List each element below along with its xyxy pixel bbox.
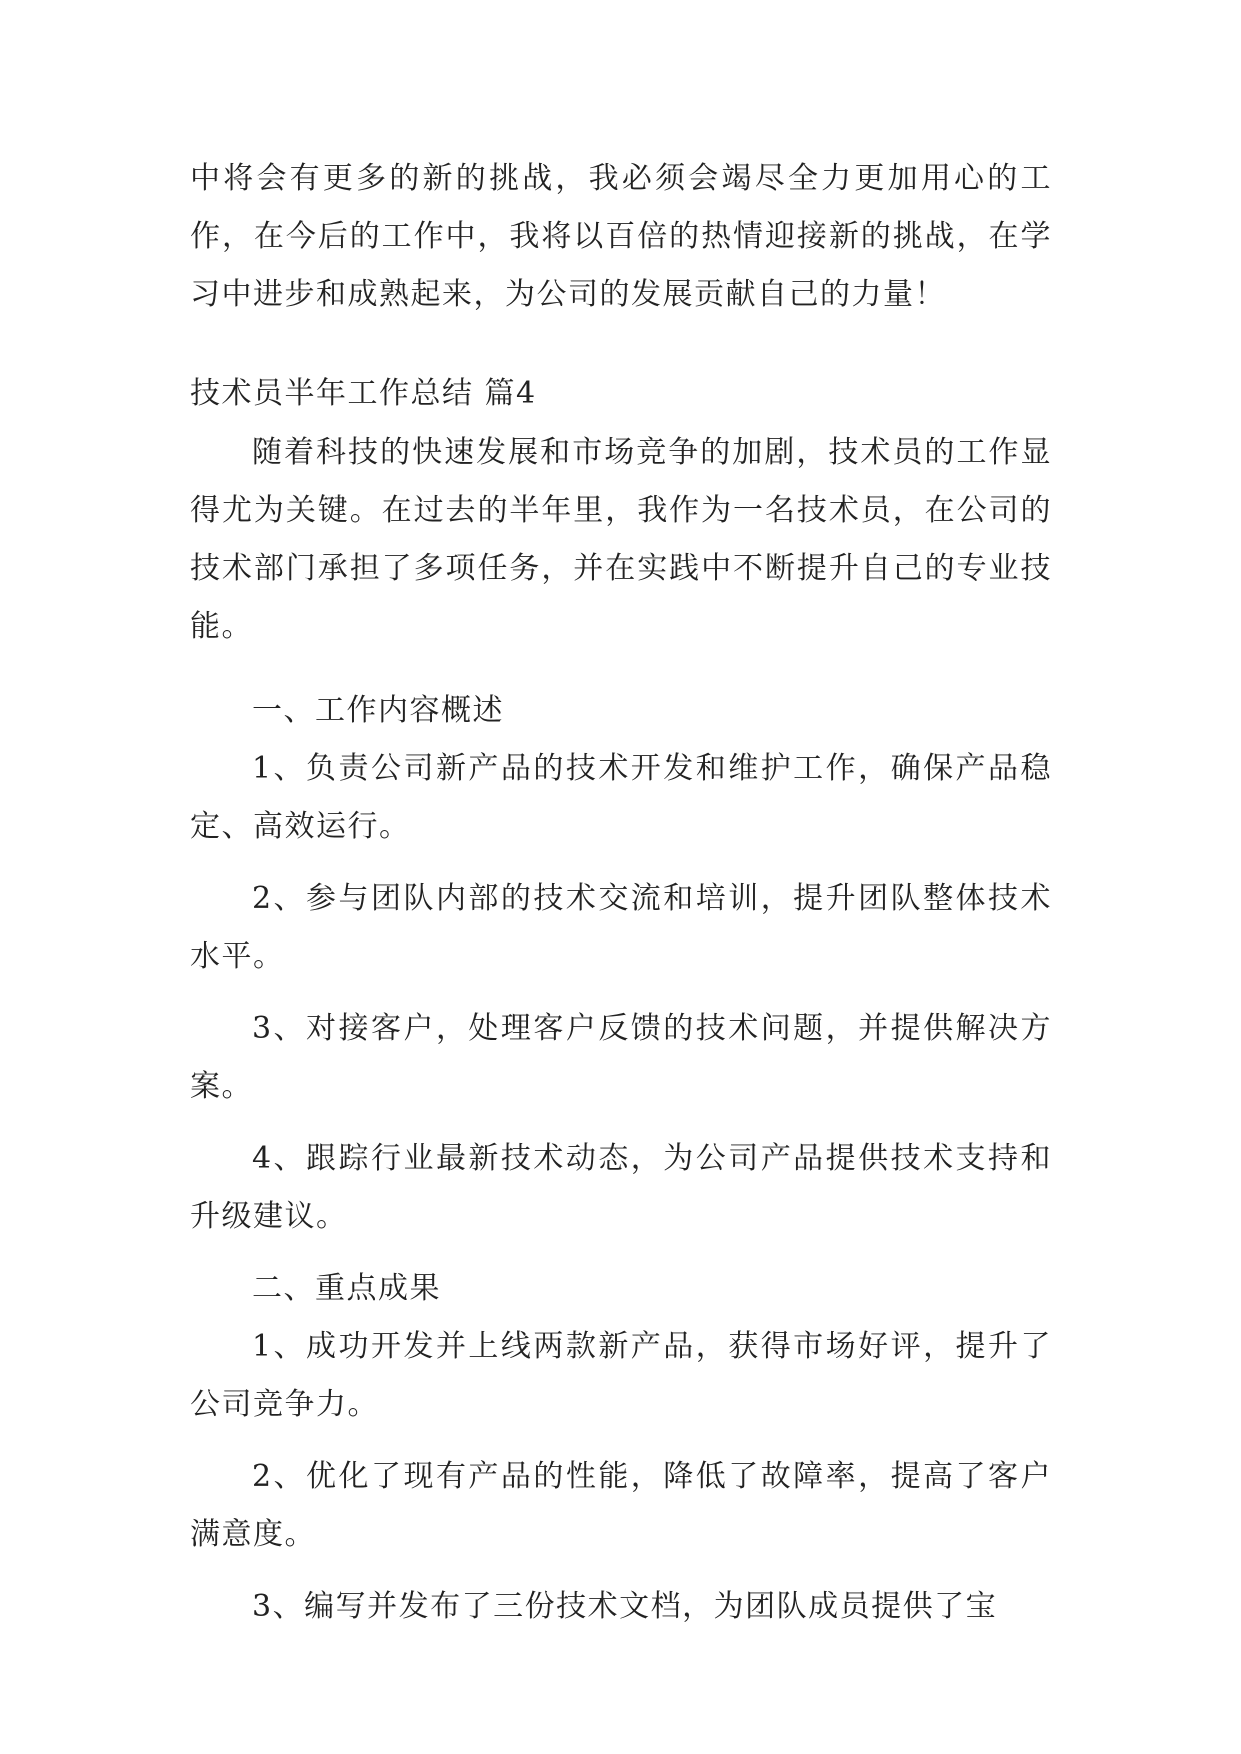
section-heading: 技术员半年工作总结 篇4	[190, 376, 537, 411]
section2-item-2: 2、优化了现有产品的性能，降低了故障率，提高了客户满意度。	[190, 1459, 1052, 1552]
section1-item-3: 3、对接客户，处理客户反馈的技术问题，并提供解决方案。	[190, 1011, 1052, 1104]
section1-item-4: 4、跟踪行业最新技术动态，为公司产品提供技术支持和升级建议。	[190, 1141, 1052, 1234]
section1-item-2: 2、参与团队内部的技术交流和培训，提升团队整体技术水平。	[190, 881, 1052, 974]
section2-item-1: 1、成功开发并上线两款新产品，获得市场好评，提升了公司竞争力。	[190, 1329, 1052, 1422]
opening-paragraph: 随着科技的快速发展和市场竞争的加剧，技术员的工作显得尤为关键。在过去的半年里，我作为一名技术员，在公司的技术部门承担了多项任务，并在实践中不断提升自己的专业技能。	[190, 435, 1052, 644]
intro-paragraph: 中将会有更多的新的挑战，我必须会竭尽全力更加用心的工作，在今后的工作中，我将以百倍的热情迎接新的挑战，在学习中进步和成熟起来，为公司的发展贡献自己的力量！	[190, 161, 1052, 312]
section1-title: 一、工作内容概述	[252, 693, 504, 728]
section1-item-1: 1、负责公司新产品的技术开发和维护工作，确保产品稳定、高效运行。	[190, 751, 1052, 844]
document-body	[190, 150, 1052, 1650]
section2-title: 二、重点成果	[252, 1271, 441, 1306]
section2-item-3: 3、编写并发布了三份技术文档，为团队成员提供了宝	[252, 1589, 998, 1624]
